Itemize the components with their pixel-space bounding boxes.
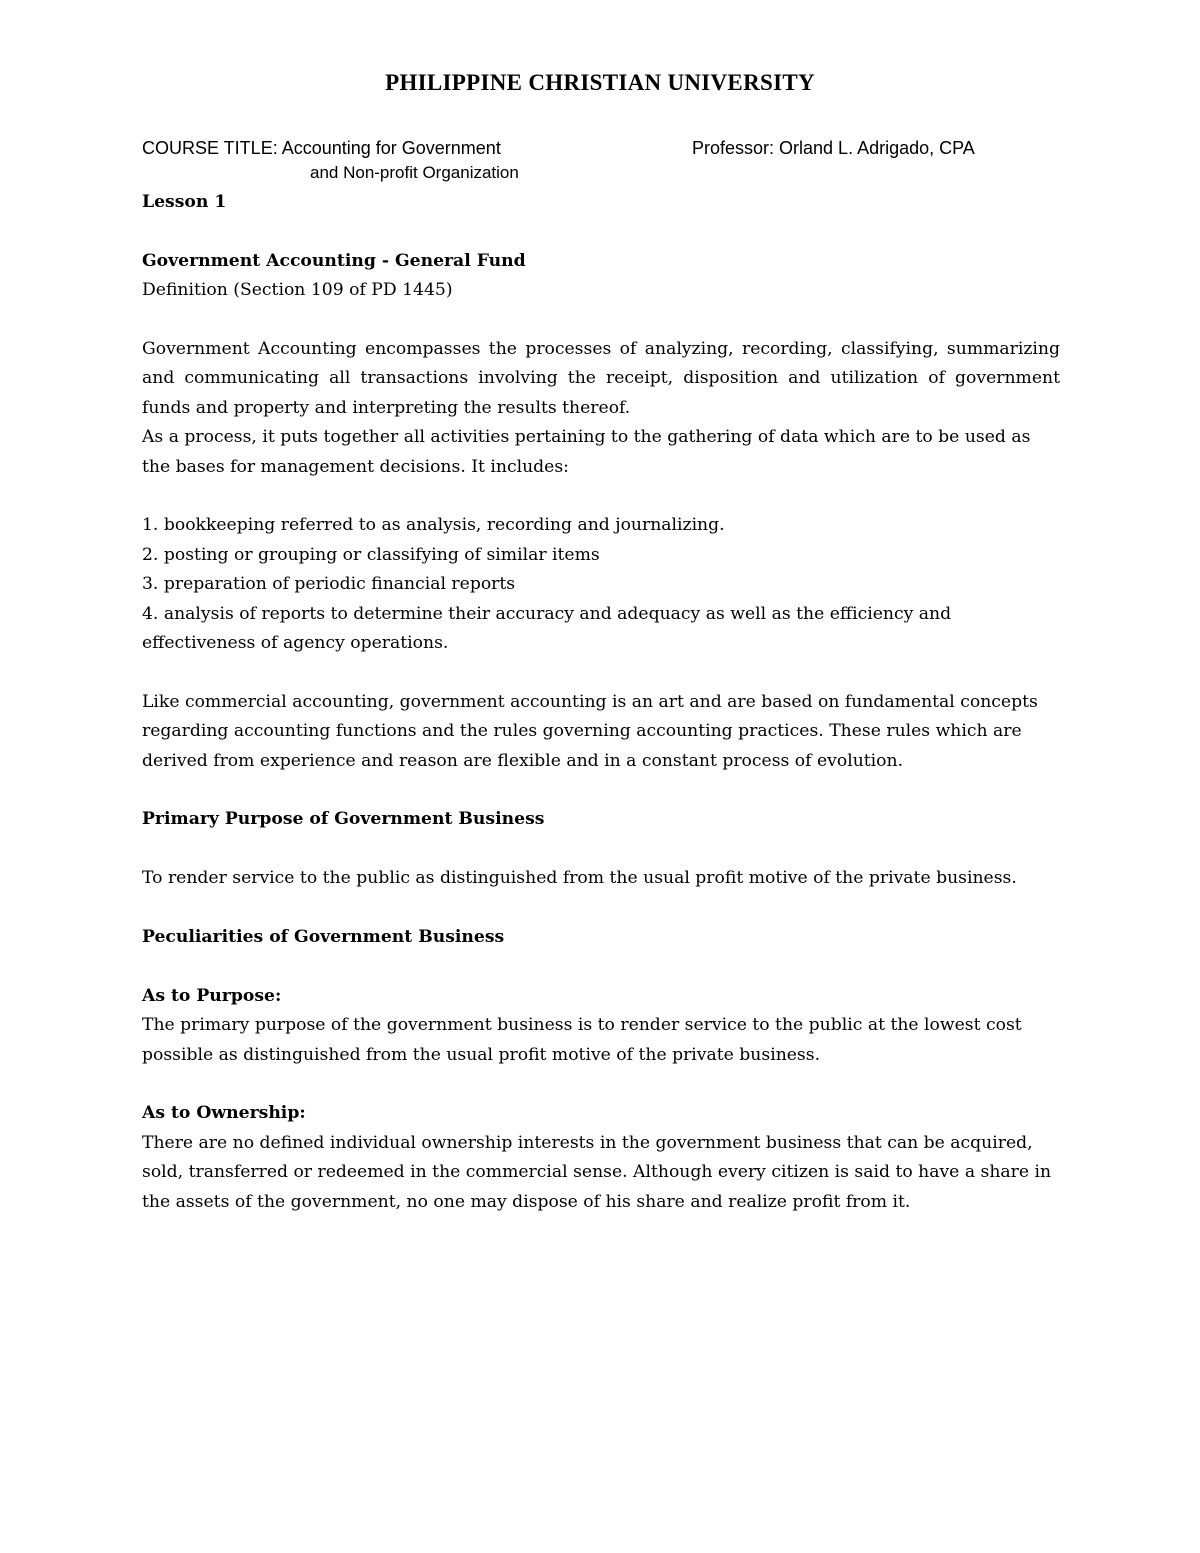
process-paragraph: As a process, it puts together all activities pertaining to the gathering of data which are to be used as the bases for management decisions. It includes: [142, 427, 1031, 477]
lesson-label: Lesson 1 [142, 192, 227, 212]
list-item-4: 4. analysis of reports to determine their accuracy and adequacy as well as the efficiency and effectiveness of agency operations. [142, 603, 952, 654]
course-title-line1: COURSE TITLE: Accounting for Government [142, 138, 501, 158]
purpose-heading: As to Purpose: [142, 985, 282, 1006]
purpose-text: The primary purpose of the government business is to render service to the public at the lowest cost possible as distinguished from the usual profit motive of the private business. [142, 1015, 1022, 1065]
ownership-text: There are no defined individual ownership interests in the government business that can be acquired, sold, transferred or redeemed in the commercial sense. Although every citizen is said to have a share in the assets of the government, no one may dispose of his share and realize profit from it. [142, 1132, 1052, 1212]
section-heading: Government Accounting - General Fund [142, 250, 526, 271]
professor-name: Professor: Orland L. Adrigado, CPA [692, 138, 975, 158]
list-item-3: 3. preparation of periodic financial reports [142, 574, 516, 595]
definition-paragraph: Government Accounting encompasses the processes of analyzing, recording, classifying, summarizing and communicating all transactions involving the receipt, disposition and utilization of government funds and property and interpreting the results thereof. [142, 339, 1060, 418]
primary-purpose-heading: Primary Purpose of Government Business [142, 809, 545, 830]
university-title: PHILIPPINE CHRISTIAN UNIVERSITY [385, 70, 815, 95]
commercial-paragraph: Like commercial accounting, government accounting is an art and are based on fundamental concepts regarding accounting functions and the rules governing accounting practices. These rules which are derived from experience and reason are flexible and in a constant process of evolution. [142, 691, 1038, 771]
list-item-1: 1. bookkeeping referred to as analysis, recording and journalizing. [142, 515, 725, 536]
peculiarities-heading: Peculiarities of Government Business [142, 927, 505, 948]
ownership-heading: As to Ownership: [142, 1103, 306, 1124]
list-item-2: 2. posting or grouping or classifying of similar items [142, 544, 600, 565]
definition-reference: Definition (Section 109 of PD 1445) [142, 280, 453, 301]
primary-purpose-text: To render service to the public as distinguished from the usual profit motive of the private business. [142, 868, 1017, 889]
course-title-line2: and Non-profit Organization [310, 163, 519, 182]
document-body [142, 188, 1060, 1217]
